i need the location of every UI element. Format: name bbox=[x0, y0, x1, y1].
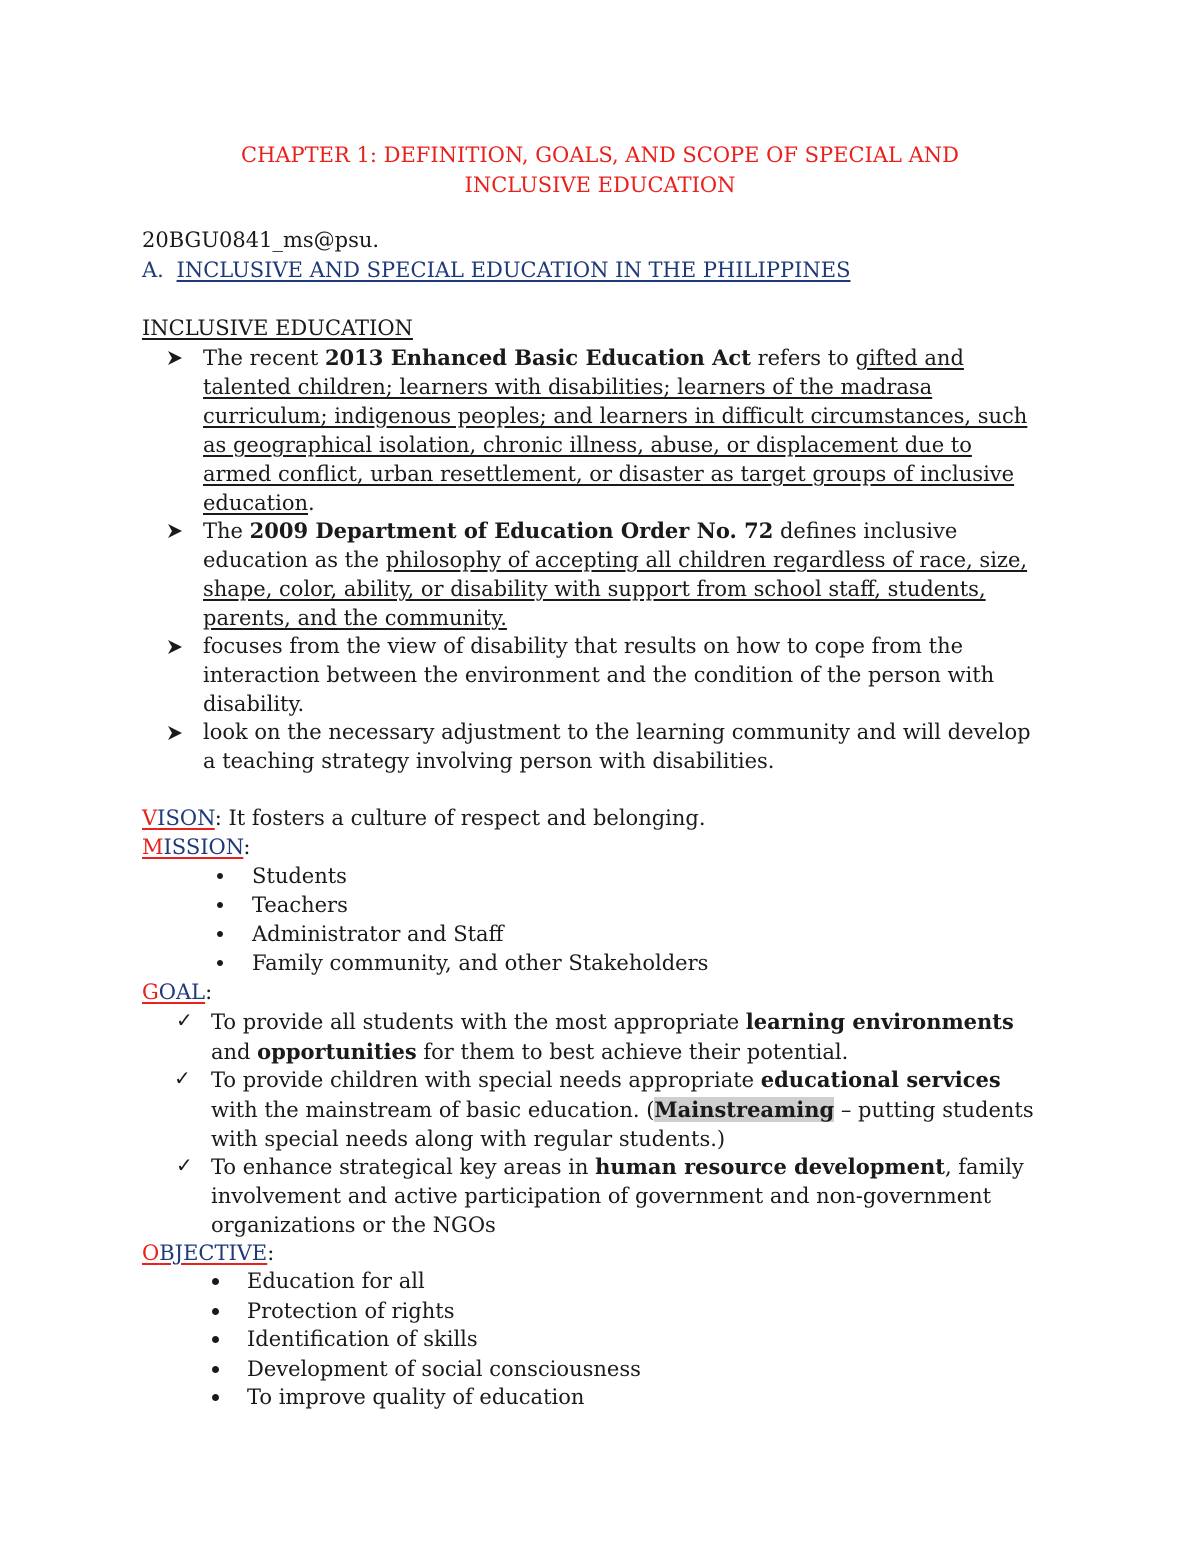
bullet-dot-icon bbox=[212, 1278, 219, 1285]
goal-1: To provide all students with the most appropriate learning environments and opportunities for them to best achieve their potential. bbox=[211, 1009, 1014, 1064]
goal-3: To enhance strategical key areas in human resource development, family involvement and active participation of government and non-government organizations or the NGOs bbox=[211, 1154, 1024, 1237]
bullet-2: The 2009 Department of Education Order No. 72 defines inclusive education as the philosophy of accepting all children regardless of race, size, shape, color, ability, or disability with support from school staff, students, parents, and the community. bbox=[203, 518, 1028, 630]
objective-item: Education for all bbox=[247, 1269, 425, 1293]
objective-item: Identification of skills bbox=[247, 1327, 478, 1351]
objective-item: Protection of rights bbox=[247, 1299, 455, 1323]
chapter-title-line-1: CHAPTER 1: DEFINITION, GOALS, AND SCOPE OF SPECIAL AND bbox=[241, 143, 959, 167]
checkmark-icon: ✓ bbox=[174, 1066, 191, 1090]
bullet-dot-icon bbox=[217, 873, 223, 879]
section-a-title: INCLUSIVE AND SPECIAL EDUCATION IN THE PHILIPPINES bbox=[176, 258, 851, 282]
checkmark-icon: ✓ bbox=[176, 1153, 193, 1177]
bullet-dot-icon bbox=[217, 931, 223, 937]
bullet-3: focuses from the view of disability that results on how to cope from the interaction between the environment and the condition of the person with disability. bbox=[203, 634, 995, 716]
bullet-dot-icon bbox=[212, 1308, 219, 1315]
mission-item: Teachers bbox=[252, 893, 348, 917]
objective-item: To improve quality of education bbox=[247, 1385, 585, 1409]
mission-item: Family community, and other Stakeholders bbox=[252, 951, 709, 975]
act-2013: 2013 Enhanced Basic Education Act bbox=[324, 345, 751, 370]
objective-item: Development of social consciousness bbox=[247, 1357, 641, 1381]
document-id: 20BGU0841_ms@psu. bbox=[142, 228, 380, 252]
bullet-4: look on the necessary adjustment to the learning community and will develop a teaching strategy involving person with disabilities. bbox=[203, 720, 1031, 773]
bullet-dot-icon bbox=[217, 960, 223, 966]
mainstreaming-highlight: Mainstreaming bbox=[654, 1097, 835, 1122]
chapter-title bbox=[150, 140, 1050, 200]
goal-2: To provide children with special needs appropriate educational services with the mainstream of basic education. (Mainstreaming – putting students with special needs along with regular students.) bbox=[211, 1067, 1034, 1151]
chapter-title-line-2: INCLUSIVE EDUCATION bbox=[464, 173, 736, 197]
vision-label: VISON bbox=[142, 806, 215, 830]
arrow-bullet-icon bbox=[166, 522, 184, 540]
bullet-dot-icon bbox=[212, 1366, 219, 1373]
vision-line: VISON: It fosters a culture of respect and belonging. bbox=[142, 806, 706, 830]
objective-label: OBJECTIVE bbox=[142, 1241, 268, 1265]
arrow-bullet-icon bbox=[166, 724, 184, 742]
mission-heading: MISSION: bbox=[142, 835, 251, 859]
bullet-dot-icon bbox=[212, 1336, 219, 1343]
mission-item: Administrator and Staff bbox=[252, 922, 504, 946]
bullet-1: The recent 2013 Enhanced Basic Education Act refers to gifted and talented children; learners with disabilities; learners of the madrasa curriculum; indigenous peoples; and learners in difficult circumstances, such as geographical isolation, chronic illness, abuse, or displacement due to armed conflict, urban resettlement, or disaster as target groups of inclusive education. bbox=[203, 345, 1028, 515]
arrow-bullet-icon bbox=[166, 349, 184, 367]
deped-order-72: 2009 Department of Education Order No. 72 bbox=[249, 518, 774, 543]
bullet-dot-icon bbox=[217, 902, 223, 908]
objective-heading: OBJECTIVE: bbox=[142, 1241, 275, 1265]
section-a-letter: A. bbox=[142, 258, 164, 282]
bullet-dot-icon bbox=[212, 1394, 219, 1401]
checkmark-icon: ✓ bbox=[176, 1008, 193, 1032]
goal-label: GOAL bbox=[142, 980, 206, 1004]
mission-label: MISSION bbox=[142, 835, 244, 859]
mission-item: Students bbox=[252, 864, 347, 888]
section-a-heading bbox=[142, 256, 850, 285]
inclusive-education-heading: INCLUSIVE EDUCATION bbox=[142, 316, 413, 340]
goal-heading: GOAL: bbox=[142, 980, 213, 1004]
arrow-bullet-icon bbox=[166, 638, 184, 656]
